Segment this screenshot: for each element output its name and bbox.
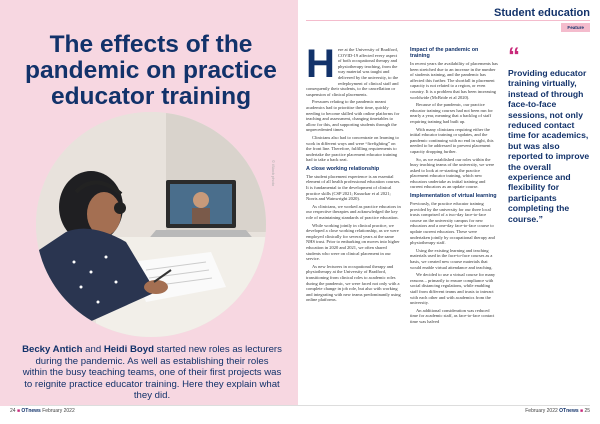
footer-right	[525, 408, 590, 414]
paragraph: Using the existing learning and teaching materials used in the face-to-face courses as a basis, we created new course materials that would enable virtual attendance and teaching.	[410, 247, 493, 270]
paragraph: We decided to use a virtual course for many reasons – primarily to ensure compliance with social distancing regulations, while enabling staff from different teams and trusts to interact with each other and with academics from the university.	[410, 272, 496, 306]
article-photo	[36, 112, 266, 337]
paragraph-text: ere at the University of Bradford, COVID-19 affected every aspect of both occupational therapy and physiotherapy teaching, from the way material was taught and delivered by the university, to the redeployment of clinical staff and consequently their students, to the cancellation or suspension of clinical placements.	[306, 47, 399, 97]
paragraph: Clinicians also had to concentrate on learning to work in different ways and were “firefighting” on the front line. Therefore, fulfilling requirements to undertake the practice placement educator training had to take a back seat.	[306, 134, 399, 163]
date-left: February 2022	[42, 408, 75, 414]
subheading-virtual-learning: Implementation of virtual learning	[410, 193, 497, 200]
separator-icon: ■	[580, 408, 584, 414]
article-title: The effects of the pandemic on practice educator training	[25, 31, 277, 110]
paragraph: The student placement experience is an essential element of all health professional education courses. It is fundamental to the development of clinical practice skills (CSP 2021; Kusurkar et al 2021; Norris and Wainwright 2020).	[306, 173, 401, 202]
paragraph: In recent years the availability of placements has been stretched due to an increase in the number of students training, and the pandemic has affected this further. The shortfall in placement capacity is not related to a region, or even country. It is a problem that has been increasing worldwide (McBride et al 2020).	[410, 61, 498, 100]
standfirst-and: and	[82, 344, 104, 355]
photo-credit: © iStock photo	[271, 160, 276, 187]
paragraph: An additional consideration was reduced time for academic staff, as face-to-face contact time was halved	[410, 307, 495, 324]
footer-left	[10, 408, 75, 414]
standfirst	[22, 344, 282, 402]
intro-paragraph	[306, 42, 402, 97]
subheading-close-working: A close working relationship	[306, 165, 380, 172]
separator-icon: ■	[16, 408, 20, 414]
paragraph: Previously, the practice educator training provided by the university for our three local trusts comprised of a two-day face-to-face course on the university campus for new educators and a one-day face-to-face course to update current educators. These were undertaken jointly by occupational therapy and physiotherapy staff.	[410, 201, 495, 246]
section-heading: Student education	[494, 7, 590, 19]
brand-right: OTnews	[559, 408, 579, 414]
author-1: Becky Antich	[22, 344, 83, 355]
paragraph: Pressures relating to the pandemic meant academics had to prioritise their time, quickly needing to become skilled with online platforms for teaching and assessment, changing timetables to allow for this, and supporting students through the unprecedented times.	[306, 99, 400, 133]
paragraph: As new lecturers in occupational therapy and physiotherapy at the University of Bradford, transitioning from clinical roles to academic roles during the pandemic, we were faced not only with a complete change in job role, but also with working and integrating with new teams predominantly using online platforms.	[306, 263, 401, 303]
author-2: Heidi Boyd	[103, 344, 154, 355]
standfirst-body: started new roles as lecturers during the pandemic. As well as establishing their roles within the busy teaching teams, one of their first projects was to reignite practice educator training. Here they explain what they did.	[22, 344, 282, 402]
pull-quote: Providing educator training virtually, instead of through face-to-face sessions, not only reduced contact time for academics, but was also reported to improve the overall experience and flexibility for participants completing the course.”	[508, 68, 590, 224]
header-rule	[306, 20, 590, 21]
brand-left: OTnews	[21, 408, 41, 414]
paragraph: While working jointly in clinical practice, we developed a close working relationship, as we were employed clinically for several years at the same NHS trust. Prior to embarking on moves into higher education in 2020 and 2021, we often shared students who were on clinical placement in our service.	[306, 222, 400, 262]
paragraph: Because of the pandemic, our practice educator training courses had not been run for nearly a year, meaning that a backlog of staff requiring training had built up.	[410, 102, 493, 124]
footer-rule	[10, 405, 590, 406]
body-column-1	[306, 42, 402, 305]
feature-tag: Feature	[561, 23, 590, 32]
page-number-left: 24	[10, 408, 16, 414]
date-right: February 2022	[525, 408, 558, 414]
paragraph: With many clinicians requiring either the initial educator training or updates, and the pandemic continuing with no end in sight, this needed to be addressed to prevent placement capacity dropping further.	[410, 126, 494, 154]
drop-cap: H	[306, 42, 335, 86]
paragraph: As clinicians, we worked as practice educators in our respective therapies and acknowledged the key role of maintaining standards of practice education.	[306, 203, 401, 221]
paragraph: So, as we established our roles within the busy teaching teams of the university, we were asked to look at re-starting the practice placement educator training, which new educators undertake as initial training and current educators as an update course.	[410, 156, 495, 190]
subheading-impact: Impact of the pandemic on training	[410, 47, 479, 59]
woman-at-laptop-illustration	[36, 112, 266, 337]
page-number-right: 25	[584, 408, 590, 414]
body-column-2	[410, 47, 498, 327]
quote-mark-icon: “	[508, 43, 520, 70]
